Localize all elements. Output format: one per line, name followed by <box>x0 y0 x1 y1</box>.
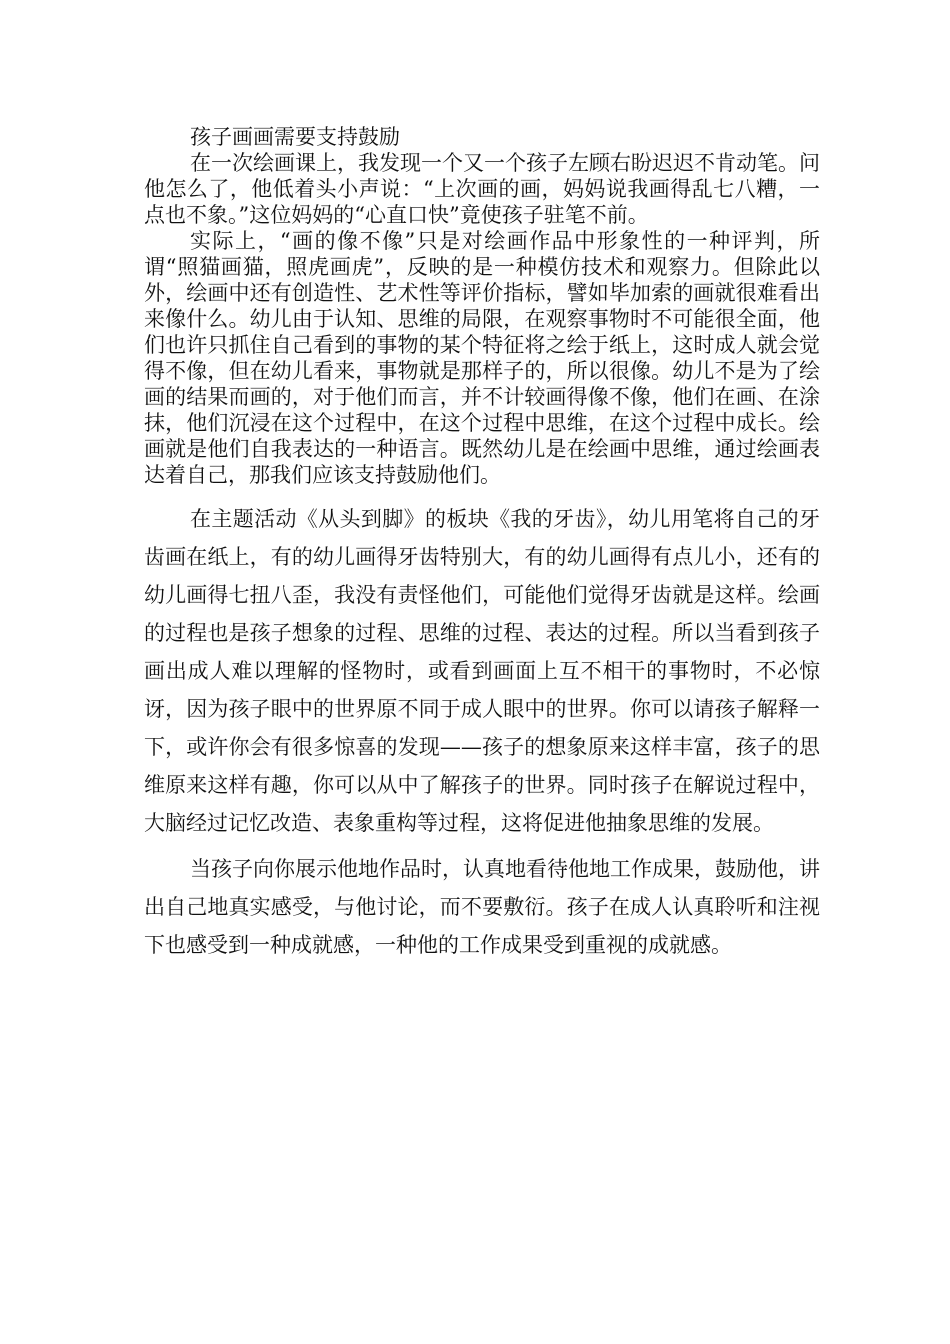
paragraph-1: 在一次绘画课上，我发现一个又一个孩子左顾右盼迟迟不肯动笔。问他怎么了，他低着头小声说：“上次画的画，妈妈说我画得乱七八糟，一点也不象。”这位妈妈的“心直口快”竟使孩子驻笔不前。 <box>144 151 820 227</box>
paragraph-4: 当孩子向你展示他地作品时，认真地看待他地工作成果，鼓励他，讲出自己地真实感受，与他讨论，而不要敷衍。孩子在成人认真聆听和注视下也感受到一种成就感，一种他的工作成果受到重视的成就感。 <box>144 857 820 957</box>
paragraph-3: 在主题活动《从头到脚》的板块《我的牙齿》，幼儿用笔将自己的牙齿画在纸上，有的幼儿画得牙齿特别大，有的幼儿画得有点儿小，还有的幼儿画得七扭八歪，我没有责怪他们，可能他们觉得牙齿就是这样。绘画的过程也是孩子想象的过程、思维的过程、表达的过程。所以当看到孩子画出成人难以理解的怪物时，或看到画面上互不相干的事物时，不必惊讶，因为孩子眼中的世界原不同于成人眼中的世界。你可以请孩子解释一下，或许你会有很多惊喜的发现——孩子的想象原来这样丰富，孩子的思维原来这样有趣，你可以从中了解孩子的世界。同时孩子在解说过程中，大脑经过记忆改造、表象重构等过程，这将促进他抽象思维的发展。 <box>144 507 820 835</box>
document-title: 孩子画画需要支持鼓励 <box>190 125 400 149</box>
document-body <box>144 124 820 964</box>
paragraph-2: 实际上，“画的像不像”只是对绘画作品中形象性的一种评判，所谓“照猫画猫，照虎画虎”，反映的是一种模仿技术和观察力。但除此以外，绘画中还有创造性、艺术性等评价指标，譬如毕加索的画就很难看出来像什么。幼儿由于认知、思维的局限，在观察事物时不可能很全面，他们也许只抓住自己看到的事物的某个特征将之绘于纸上，这时成人就会觉得不像，但在幼儿看来，事物就是那样子的，所以很像。幼儿不是为了绘画的结果而画的，对于他们而言，并不计较画得像不像，他们在画、在涂抹，他们沉浸在这个过程中，在这个过程中思维，在这个过程中成长。绘画就是他们自我表达的一种语言。既然幼儿是在绘画中思维，通过绘画表达着自己，那我们应该支持鼓励他们。 <box>144 229 820 487</box>
